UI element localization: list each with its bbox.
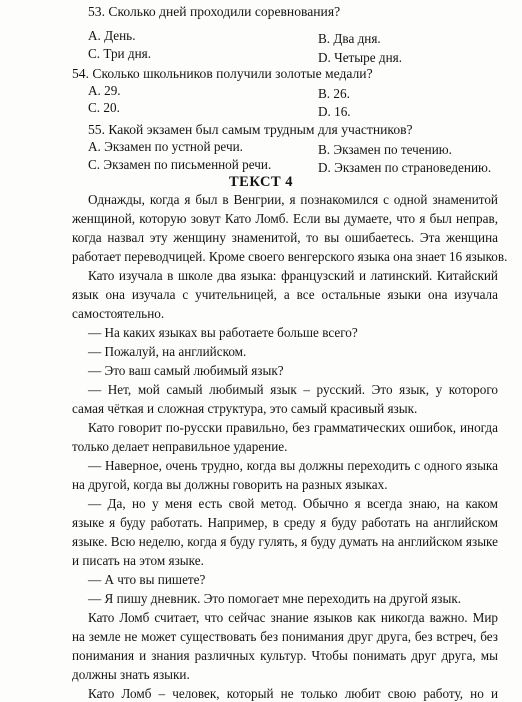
q55-option-d: D. Экзамен по страноведению. [318, 160, 492, 175]
q53-option-d: D. Четыре дня. [318, 50, 403, 65]
dialogue-line: — Наверное, очень трудно, когда вы должны переходить с одного языка [88, 458, 498, 473]
q53-option-a: A. День. [88, 28, 136, 43]
paragraph-line: языке я буду работать. Например, в среду я буду работать на английском [72, 515, 498, 530]
dialogue-line: — На каких языках вы работаете больше всего? [88, 325, 358, 340]
paragraph-line: языке. Всю неделю, когда я буду гулять, я буду думать на английском языке [72, 534, 498, 549]
dialogue-line: — Пожалуй, на английском. [88, 344, 247, 359]
question-54: 54. Сколько школьников получили золотые медали? [72, 66, 373, 81]
dialogue-line: — А что вы пишете? [88, 572, 206, 587]
paragraph-line: Однажды, когда я был в Венгрии, я познакомился с одной знаменитой [88, 192, 498, 207]
question-53: 53. Сколько дней проходили соревнования? [88, 4, 341, 19]
paragraph-line: Като Ломб – человек, который не только любит свою работу, но и [88, 686, 498, 701]
paragraph-line: работает переводчицей. Кроме своего венгерского языка она знает 16 языков. [72, 249, 508, 264]
q54-option-c: C. 20. [88, 100, 120, 115]
q55-option-a: A. Экзамен по устной речи. [88, 139, 243, 154]
q55-option-c: C. Экзамен по письменной речи. [88, 157, 272, 172]
dialogue-line: — Да, но у меня есть свой метод. Обычно я всегда знаю, на каком [88, 496, 498, 511]
paragraph-line: самостоятельно. [72, 306, 165, 321]
paragraph-line: самая чёткая и сложная структура, это самый красивый язык. [72, 401, 418, 416]
paragraph-line: женщиной, которую зовут Като Ломб. Если вы думаете, что я был неправ, [72, 211, 498, 226]
q53-option-b: B. Два дня. [318, 31, 381, 46]
paragraph-line: на другой, когда вы должны говорить на разных языках. [72, 477, 388, 492]
paragraph-line: понимания и знания различных культур. Чтобы понимать друг друга, мы [72, 648, 498, 663]
paragraph-line: когда назвал эту женщину знаменитой, то вы ошибаетесь. Эта женщина [72, 230, 498, 245]
paragraph-line: Като изучала в школе два языка: французский и латинский. Китайский [88, 268, 498, 283]
dialogue-line: — Я пишу дневник. Это помогает мне переходить на другой язык. [88, 591, 462, 606]
paragraph-line: Като говорит по-русски правильно, без грамматических ошибок, иногда [88, 420, 498, 435]
dialogue-line: — Нет, мой самый любимый язык – русский. Это язык, у которого [88, 382, 498, 397]
q54-option-b: B. 26. [318, 86, 350, 101]
dialogue-line: — Это ваш самый любимый язык? [88, 363, 284, 378]
paragraph-line: и писать на этом языке. [72, 553, 204, 568]
text-title: ТЕКСТ 4 [228, 174, 293, 190]
paragraph-line: Като Ломб считает, что сейчас знание языков как никогда важно. Мир [88, 610, 498, 625]
paragraph-line: должны знать языки. [72, 667, 190, 682]
paragraph-line: язык она изучала с учительницей, а все остальные языки она изучала [72, 287, 498, 302]
q55-option-b: B. Экзамен по течению. [318, 142, 452, 157]
q53-option-c: C. Три дня. [88, 46, 152, 61]
q54-option-a: A. 29. [88, 83, 121, 98]
paragraph-line: только делает неправильное ударение. [72, 439, 288, 454]
q54-option-d: D. 16. [318, 104, 351, 119]
paragraph-line: на земле не может существовать без понимания друг друга, без встреч, без [72, 629, 498, 644]
question-55: 55. Какой экзамен был самым трудным для участников? [88, 122, 413, 137]
